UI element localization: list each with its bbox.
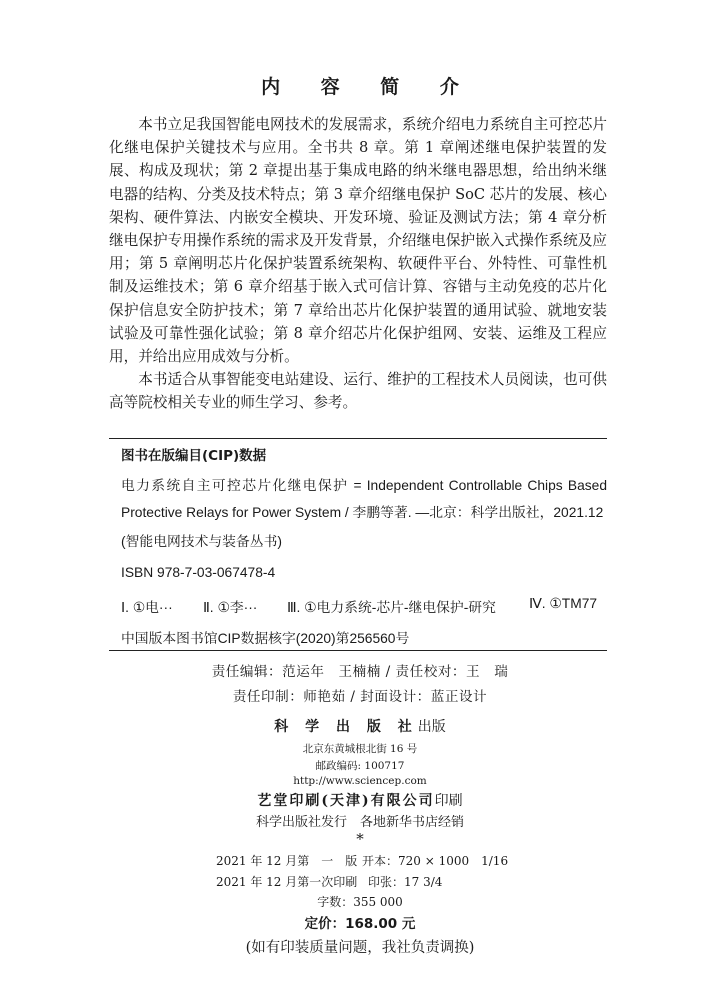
edition-date: 2021 年 12 月第 一 版 bbox=[216, 854, 358, 868]
edition-row bbox=[0, 852, 720, 870]
printer-suffix: 印刷 bbox=[434, 793, 463, 809]
page-title: 内 容 简 介 bbox=[261, 76, 476, 98]
printed-sheets: 印张：17 3/4 bbox=[368, 875, 443, 889]
cip-entry-line: Protective Relays for Power System / 李鹏等著. —北京：科学出版社，2021.12 bbox=[121, 505, 604, 520]
publisher-name: 科 学 出 版 社 bbox=[274, 719, 418, 735]
book-price: 定价：168.00 元 bbox=[304, 916, 416, 932]
classification-item: Ⅲ. ①电力系统-芯片-继电保护-研究 bbox=[287, 600, 496, 615]
publisher-suffix: 出版 bbox=[417, 719, 446, 735]
book-introduction bbox=[109, 113, 607, 415]
distribution-line: 科学出版社发行 各地新华书店经销 bbox=[255, 815, 464, 830]
printing-row bbox=[0, 873, 720, 891]
printer-line bbox=[0, 790, 720, 810]
cip-series: (智能电网技术与装备丛书) bbox=[121, 534, 282, 549]
cip-number: 中国版本图书馆CIP数据核字(2020)第256560号 bbox=[121, 631, 410, 646]
classification-item: Ⅰ. ①电··· bbox=[121, 600, 173, 615]
classification-item: Ⅱ. ①李··· bbox=[203, 600, 258, 615]
intro-paragraph: 本书立足我国智能电网技术的发展需求，系统介绍电力系统自主可控芯片化继电保护关键技术与应用。全书共 8 章。第 1 章阐述继电保护装置的发展、构成及现状；第 2 章提出基于集成电路的纳米继电器思想，给出纳米继电器的结构、分类及技术特点；第 3 章介绍继电保护 SoC 芯片的发展、核心架构、硬件算法、内嵌安全模块、开发环境、验证及测试方法；第 4 章分析继电保护专用操作系统的需求及开发背景，介绍继电保护嵌入式操作系统及应用；第 5 章阐明芯片化保护装置系统架构、软硬件平台、外特性、可靠性机制及运维技术；第 6 章介绍基于嵌入式可信计算、容错与主动免疫的芯片化保护信息安全防护技术；第 7 章给出芯片化保护装置的通用试验、就地安装试验及可靠性强化试验；第 8 章介绍芯片化保护组网、安装、运维及工程应用，并给出应用成效与分析。 bbox=[109, 116, 607, 366]
cip-top-rule bbox=[109, 438, 607, 439]
publisher-address: 北京东黄城根北街 16 号 bbox=[302, 743, 418, 755]
publisher-website: http://www.sciencep.com bbox=[293, 775, 427, 787]
word-count: 字数：355 000 bbox=[317, 895, 403, 909]
production-credits: 责任印制：师艳茹 / 封面设计：蓝正设计 bbox=[232, 689, 488, 705]
intro-paragraph: 本书适合从事智能变电站建设、运行、维护的工程技术人员阅读，也可供高等院校相关专业的师生学习、参考。 bbox=[109, 371, 607, 412]
cip-isbn: ISBN 978-7-03-067478-4 bbox=[121, 565, 276, 580]
publisher-postcode: 邮政编码: 100717 bbox=[315, 760, 405, 772]
printer-name: 艺堂印刷(天津)有限公司 bbox=[257, 793, 435, 809]
print-date: 2021 年 12 月第一次印刷 bbox=[216, 875, 358, 889]
cip-bottom-rule bbox=[109, 650, 607, 651]
editor-credits: 责任编辑：范运年 王楠楠 / 责任校对：王 瑞 bbox=[211, 664, 509, 680]
book-format: 开本：720 × 1000 1/16 bbox=[362, 854, 509, 868]
classification-item: Ⅳ. ①TM77 bbox=[529, 596, 598, 611]
cip-entry-line: 电力系统自主可控芯片化继电保护 = Independent Controllable Chips Based bbox=[121, 478, 607, 493]
publisher-line bbox=[0, 716, 720, 736]
cip-classification bbox=[121, 596, 607, 614]
quality-notice: (如有印装质量问题，我社负责调换) bbox=[245, 940, 475, 956]
separator-star: * bbox=[356, 830, 364, 848]
cip-heading: 图书在版编目(CIP)数据 bbox=[121, 448, 267, 464]
